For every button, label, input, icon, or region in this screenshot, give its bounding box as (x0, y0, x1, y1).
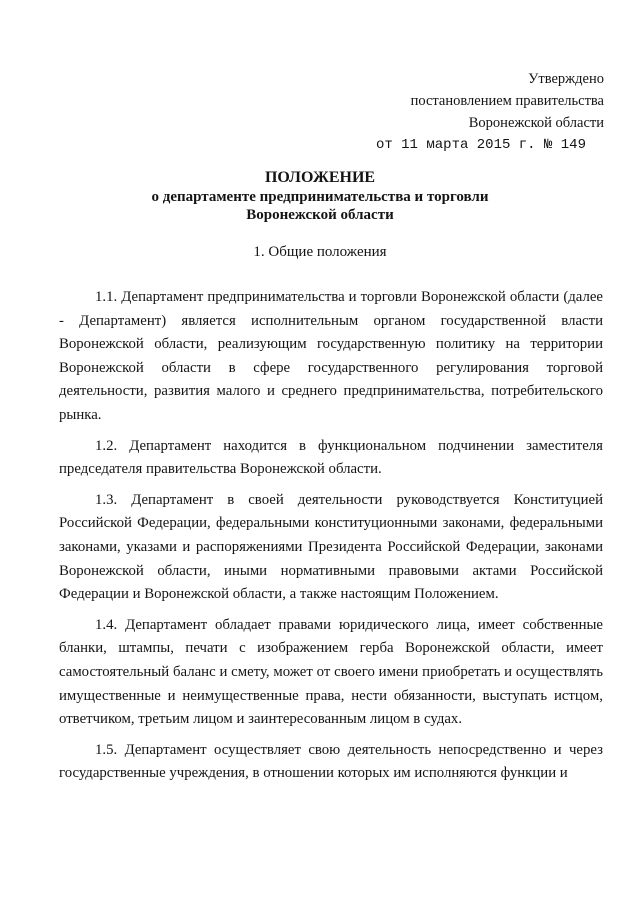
paragraph-1-1: 1.1. Департамент предпринимательства и торговли Воронежской области (далее - Департамент) является исполнительным органом государственной власти Воронежской области, реализующим государственную политику на территории Воронежской области в сфере государственного регулирования торговой деятельности, развития малого и среднего предпринимательства, потребительского рынка. (59, 289, 603, 423)
paragraph-1-2: 1.2. Департамент находится в функциональном подчинении заместителя председателя правительства Воронежской области. (59, 437, 603, 478)
section-heading: 1. Общие положения (253, 244, 387, 260)
document-subtitle-line2: Воронежской области (246, 207, 394, 223)
approval-region-label: Воронежской области (468, 115, 604, 131)
document-title-block (0, 168, 640, 224)
paragraph-1-5: 1.5. Департамент осуществляет свою деятельность непосредственно и через государственные учреждения, в отношении которых им исполняются функции и (59, 741, 603, 782)
approval-resolution-label: постановлением правительства (410, 93, 604, 109)
approval-block (376, 68, 604, 156)
paragraph-1-3: 1.3. Департамент в своей деятельности руководствуется Конституцией Российской Федерации, федеральными конституционными законами, федеральными законами, указами и распоряжениями Президента Российской Федерации, законами Воронежской области, иными нормативными правовыми актами Российской Федерации и Воронежской области, а также настоящим Положением. (59, 491, 603, 603)
approval-date-number: от 11 марта 2015 г. № 149 (375, 137, 586, 153)
document-body (59, 286, 603, 793)
approval-approved-label: Утверждено (528, 71, 604, 87)
document-subtitle-line1: о департаменте предпринимательства и торговли (151, 189, 489, 205)
document-title: ПОЛОЖЕНИЕ (264, 169, 376, 186)
paragraph-1-4: 1.4. Департамент обладает правами юридического лица, имеет собственные бланки, штампы, печати с изображением герба Воронежской области, имеет самостоятельный баланс и смету, может от своего имени приобретать и осуществлять имущественные и неимущественные права, нести обязанности, выступать истцом, ответчиком, третьим лицом и заинтересованным лицом в судах. (59, 616, 603, 728)
